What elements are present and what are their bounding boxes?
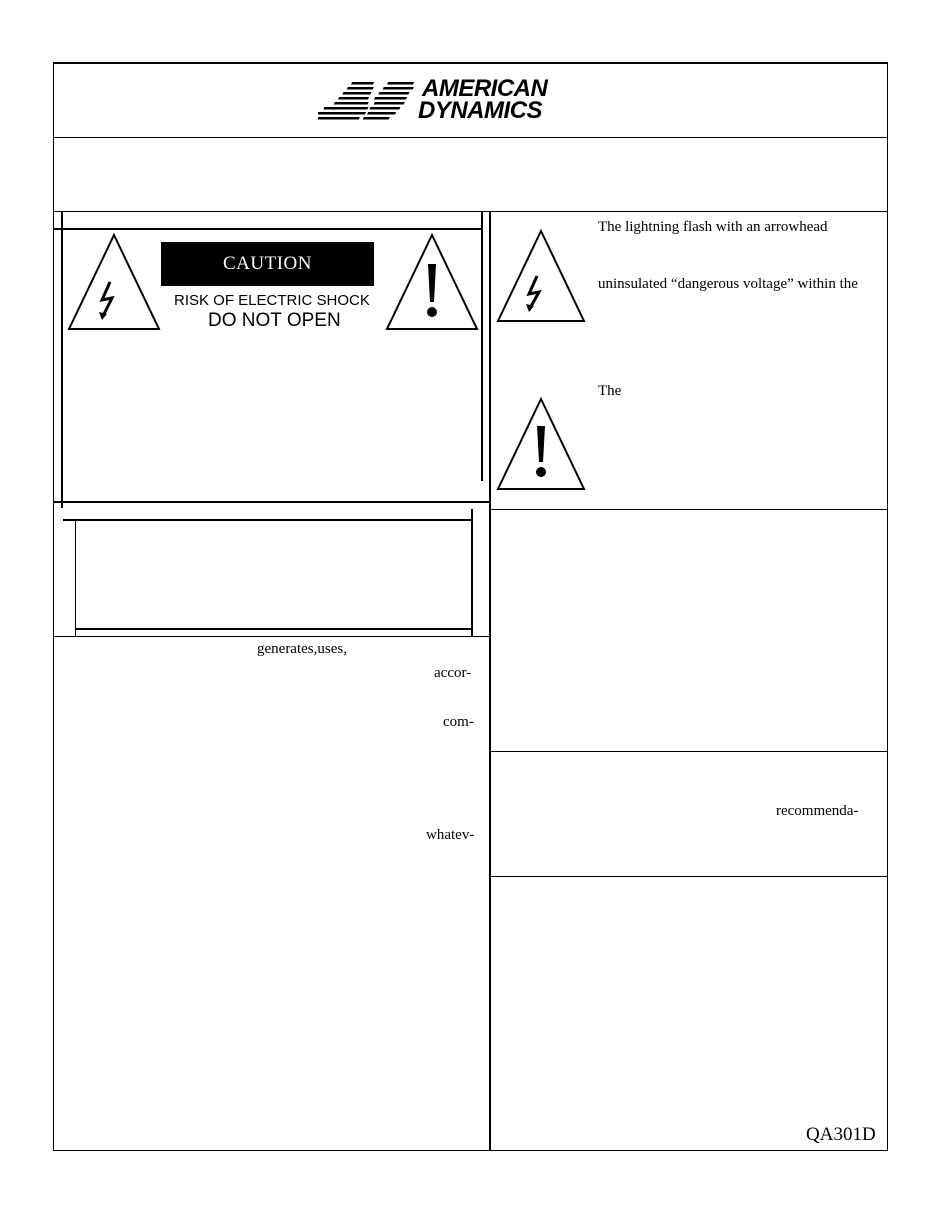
text-fragment-accor: accor- <box>434 665 472 681</box>
box2-top-edge <box>63 519 472 521</box>
right-section-divider-2 <box>490 751 888 752</box>
lightning-warning-icon <box>66 232 162 332</box>
right-section-divider-3 <box>490 876 888 877</box>
exclamation-explanation-text: The <box>598 383 622 399</box>
logo-line-american: AMERICAN <box>422 75 548 102</box>
risk-of-shock-text: RISK OF ELECTRIC SHOCK <box>174 292 370 309</box>
subheader-divider <box>53 211 888 212</box>
box2-bottom-edge <box>75 628 473 630</box>
text-fragment-com: com- <box>443 714 474 730</box>
lightning-explanation-line1: The lightning flash with an arrowhead <box>598 219 828 235</box>
left-section-divider <box>53 636 490 637</box>
header-divider <box>53 137 888 138</box>
logo-line-dynamics: DYNAMICS <box>418 97 543 124</box>
bottom-border <box>53 1150 888 1151</box>
ad-logo-mark-icon <box>318 78 420 124</box>
lightning-symbol-icon <box>495 228 587 324</box>
label-top-edge <box>53 228 483 230</box>
text-fragment-whatev: whatev- <box>426 827 475 843</box>
document-code: QA301D <box>806 1124 876 1145</box>
caution-banner: CAUTION <box>161 242 374 286</box>
label-left-edge <box>61 211 63 508</box>
text-fragment-generates: generates,uses, <box>257 641 347 657</box>
right-border <box>887 62 888 1151</box>
column-divider <box>489 211 491 1151</box>
top-border <box>53 62 888 64</box>
do-not-open-text: DO NOT OPEN <box>208 310 341 331</box>
box2-left-edge <box>75 519 76 636</box>
box2-right-edge <box>471 509 473 636</box>
exclamation-symbol-icon <box>495 396 587 492</box>
label-right-edge <box>481 211 483 481</box>
text-fragment-recommenda: recommenda- <box>776 803 859 819</box>
left-border <box>53 62 54 1151</box>
exclamation-warning-icon <box>384 232 480 332</box>
label-bottom-edge <box>53 501 490 503</box>
company-logo <box>318 76 588 126</box>
lightning-explanation-line2: uninsulated “dangerous voltage” within the <box>598 276 858 292</box>
right-section-divider-1 <box>490 509 888 510</box>
